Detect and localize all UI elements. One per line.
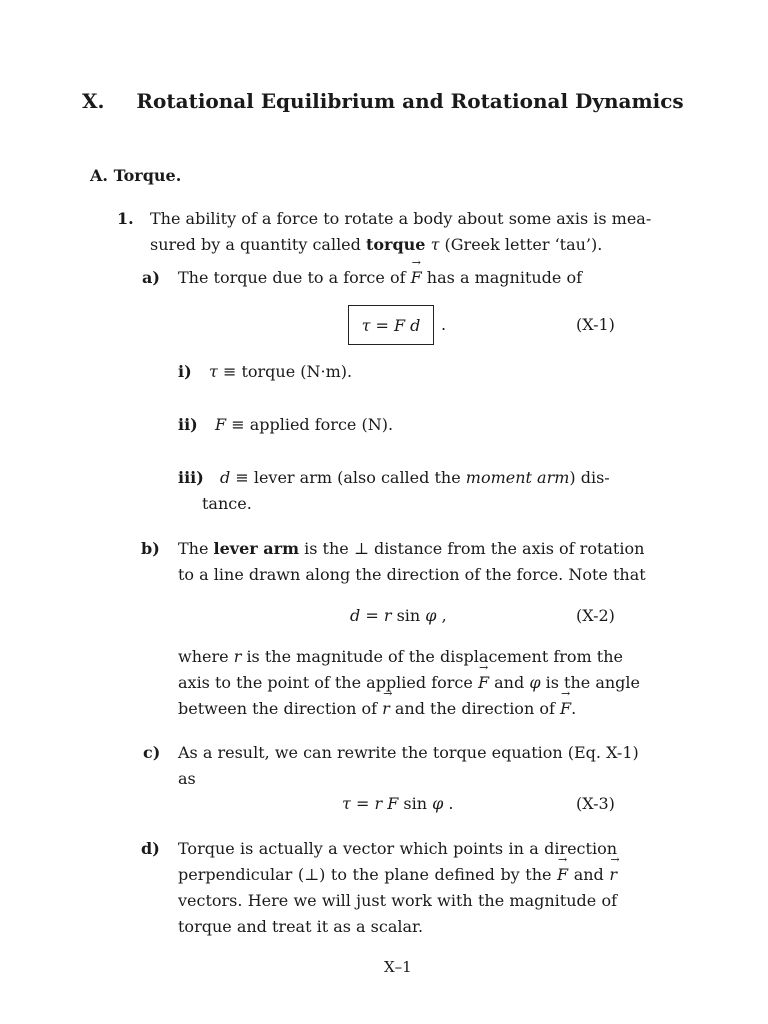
- item-1-line-2: [150, 235, 602, 255]
- definition-text: ≡ applied force (N).: [231, 415, 394, 434]
- sin-fn: sin: [391, 606, 426, 625]
- chapter-title: Rotational Equilibrium and Rotational Dynamics: [136, 89, 684, 113]
- equation-period: .: [441, 315, 447, 334]
- symbol-F: F: [387, 794, 399, 813]
- text-span: ,: [436, 606, 447, 625]
- item-d-label: d): [141, 839, 160, 858]
- text-span: and: [573, 865, 604, 884]
- text-span: axis to the point of the applied force: [178, 673, 473, 692]
- text-span: has a magnitude of: [426, 268, 583, 287]
- term-moment-arm: moment arm: [465, 468, 570, 487]
- section-title: Torque.: [113, 166, 182, 185]
- vector-F: → F: [411, 268, 422, 288]
- item-b-para-line-1: [178, 647, 623, 667]
- item-b-para-line-2: [178, 673, 640, 693]
- item-c-line-1: As a result, we can rewrite the torque equation (Eq. X-1): [178, 743, 639, 762]
- item-b-para-line-3: [178, 699, 576, 719]
- item-iii-line-2: tance.: [202, 494, 252, 513]
- text-span: between the direction of: [178, 699, 378, 718]
- section-label: A.: [90, 166, 108, 185]
- symbol-d: d: [410, 315, 421, 335]
- symbol-F: F: [394, 315, 406, 335]
- text-span: is the magnitude of the displacement from the: [246, 647, 623, 666]
- text-span: and: [494, 673, 525, 692]
- symbol-F: F: [215, 415, 227, 434]
- chapter-number: X.: [82, 89, 105, 113]
- definition-text: ≡ torque (N·m).: [222, 362, 353, 381]
- section-heading: [90, 166, 181, 186]
- vector-F: → F: [557, 865, 568, 885]
- symbol-phi: φ: [529, 673, 541, 692]
- text-span: .: [571, 699, 577, 718]
- item-i-label: i): [178, 362, 192, 381]
- item-ii-label: ii): [178, 415, 198, 434]
- text-span: .: [443, 794, 454, 813]
- text-span: sured by a quantity called: [150, 235, 361, 254]
- term-torque: torque: [365, 235, 426, 254]
- sin-fn: sin: [398, 794, 433, 813]
- item-d-line-3: vectors. Here we will just work with the magnitude of: [178, 891, 617, 910]
- text-span: The torque due to a force of: [178, 268, 406, 287]
- item-iii-line-1: [220, 468, 610, 488]
- equation-number: (X-3): [576, 794, 615, 813]
- equation-x2: [350, 606, 447, 626]
- symbol-d: d: [350, 606, 361, 625]
- symbol-tau: τ: [209, 362, 218, 381]
- text-span: The: [178, 539, 209, 558]
- text-span: is the angle: [545, 673, 640, 692]
- item-a-label: a): [142, 268, 160, 287]
- item-1-label: 1.: [117, 209, 134, 228]
- item-i-text: [209, 362, 352, 382]
- item-b-line-1: [178, 539, 645, 559]
- symbol-tau: τ: [361, 315, 371, 335]
- equals-sign: =: [370, 315, 395, 335]
- vector-r: → r: [382, 699, 390, 719]
- boxed-equation: [348, 305, 434, 345]
- text-span: and the direction of: [394, 699, 555, 718]
- text-span: (Greek letter ‘tau’).: [444, 235, 603, 254]
- equals-sign: =: [360, 606, 384, 625]
- item-c-label: c): [143, 743, 161, 762]
- page-number: X–1: [384, 958, 412, 976]
- symbol-r: r: [383, 606, 392, 625]
- equals-sign: =: [350, 794, 375, 813]
- item-a-text: [178, 268, 582, 288]
- text-span: perpendicular (⊥) to the plane defined by the: [178, 865, 552, 884]
- item-d-line-4: torque and treat it as a scalar.: [178, 917, 424, 936]
- symbol-d: d: [220, 468, 231, 487]
- item-1-line-1: The ability of a force to rotate a body about some axis is mea-: [150, 209, 652, 228]
- symbol-phi: φ: [425, 606, 437, 625]
- symbol-phi: φ: [432, 794, 444, 813]
- text-span: ) dis-: [569, 468, 610, 487]
- vector-r: → r: [609, 865, 617, 885]
- item-iii-label: iii): [178, 468, 204, 487]
- term-lever-arm: lever arm: [213, 539, 300, 558]
- item-d-line-1: Torque is actually a vector which points in a direction: [178, 839, 617, 858]
- item-b-line-2: to a line drawn along the direction of the force. Note that: [178, 565, 646, 584]
- symbol-r: r: [374, 794, 383, 813]
- equation-number: (X-1): [576, 315, 615, 334]
- text-span: where: [178, 647, 229, 666]
- text-span: ≡ lever arm (also called the: [235, 468, 461, 487]
- vector-F: → F: [478, 673, 489, 693]
- vector-F: → F: [560, 699, 571, 719]
- chapter-heading: [82, 89, 684, 113]
- equation-number: (X-2): [576, 606, 615, 625]
- equation-x3: [342, 794, 453, 814]
- symbol-tau: τ: [342, 794, 351, 813]
- item-b-label: b): [141, 539, 160, 558]
- item-c-line-2: as: [178, 769, 196, 788]
- text-span: is the ⊥ distance from the axis of rotation: [304, 539, 645, 558]
- item-ii-text: [215, 415, 393, 435]
- symbol-tau: τ: [430, 235, 440, 254]
- item-d-line-2: [178, 865, 617, 885]
- symbol-r: r: [233, 647, 242, 666]
